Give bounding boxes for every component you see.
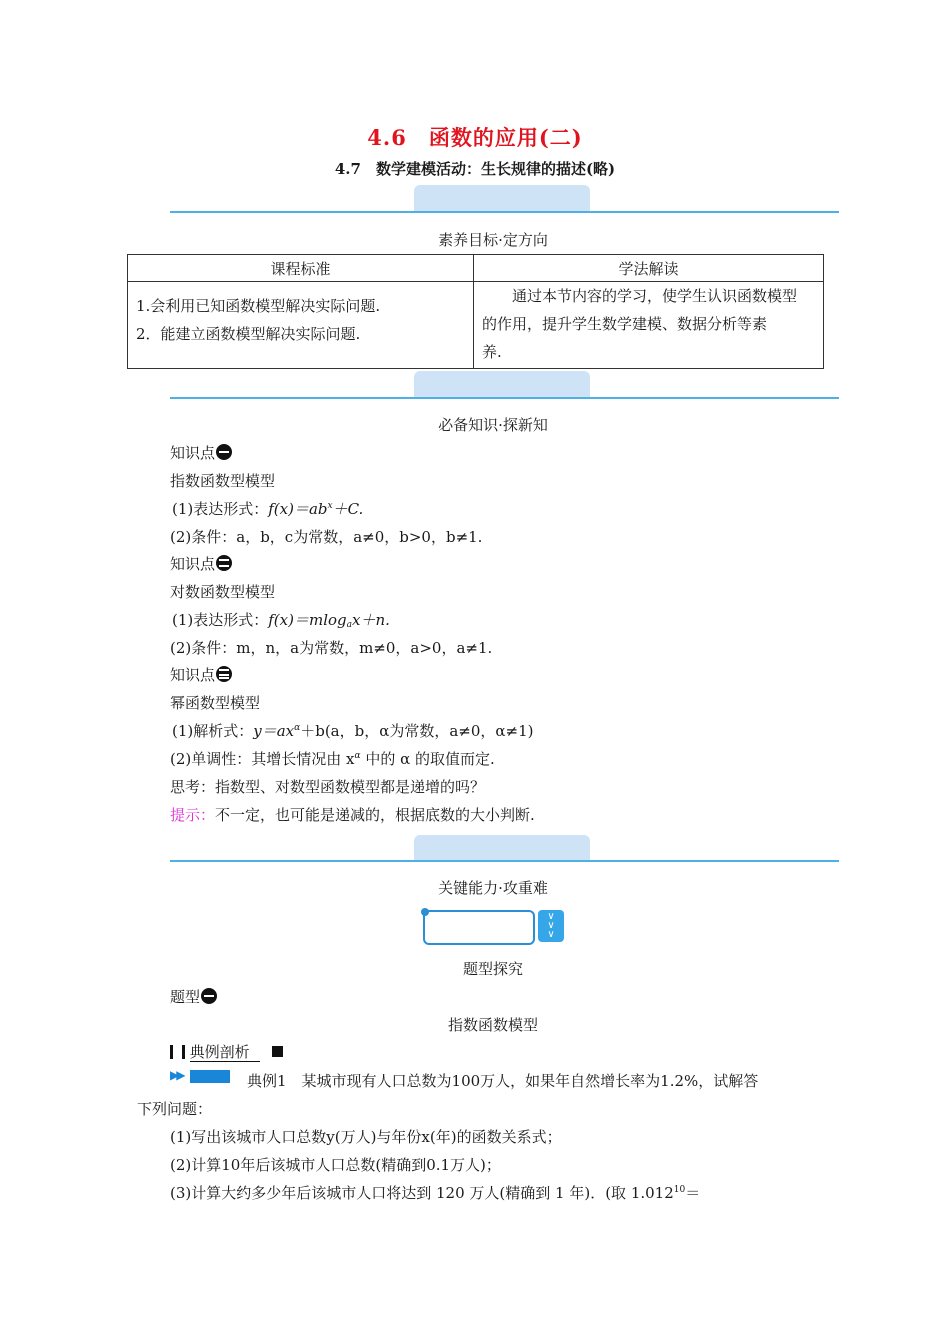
hint-text: 不一定，也可能是递减的，根据底数的大小判断. xyxy=(215,806,535,824)
knowledge-point-2 xyxy=(170,553,232,574)
section-heading-knowledge: 必备知识·探新知 xyxy=(438,416,548,434)
method-cell xyxy=(474,282,824,369)
section-rule xyxy=(170,397,839,399)
kp1-condition: (2)条件：a，b，c为常数，a≠0，b>0，b≠1. xyxy=(170,528,483,546)
section-heading-goals: 素养目标·定方向 xyxy=(438,231,548,249)
kp2-expression: (1)表达形式：f(x)＝mlog$_a$x＋n. xyxy=(172,611,390,630)
analysis-label: 典例剖析 xyxy=(190,1043,260,1062)
section-heading-ability: 关键能力·攻重难 xyxy=(438,879,548,897)
analysis-heading xyxy=(170,1041,283,1062)
method-line: 的作用，提升学生数学建模、数据分析等素 xyxy=(482,315,768,333)
example-intro: 典例1 某城市现有人口总数为100万人，如果年自然增长率为1.2%，试解答 xyxy=(247,1072,759,1090)
section-tab xyxy=(414,185,590,212)
section-rule xyxy=(170,860,839,862)
number-two-icon xyxy=(216,555,232,571)
question-2: (2)计算10年后该城市人口总数(精确到0.1万人)； xyxy=(170,1156,501,1174)
think-question: 思考：指数型、对数型函数模型都是递增的吗？ xyxy=(170,778,486,796)
standard-item: 2．能建立函数模型解决实际问题. xyxy=(136,325,361,343)
kp-label: 知识点 xyxy=(170,666,216,684)
type-title: 指数函数模型 xyxy=(447,1016,538,1034)
knowledge-point-3 xyxy=(170,664,232,685)
kp3-title: 幂函数型模型 xyxy=(170,694,261,712)
kp3-monotonicity: (2)单调性：其增长情况由 $x^\alpha$ 中的 α 的取值而定. xyxy=(170,750,495,768)
number-one-icon xyxy=(216,444,232,460)
explore-heading: 题型探究 xyxy=(462,960,523,978)
question-1: (1)写出该城市人口总数y(万人)与年份x(年)的函数关系式； xyxy=(170,1128,562,1146)
section-tab xyxy=(414,835,590,862)
hint-label: 提示： xyxy=(170,806,216,824)
method-line: 养. xyxy=(482,343,502,361)
number-three-icon xyxy=(216,666,232,682)
section-rule xyxy=(170,211,839,213)
kp3-expression: (1)解析式：$y=ax^\alpha+b(a$，b，α为常数，a≠0，α≠1) xyxy=(172,722,534,740)
type-box xyxy=(423,910,535,945)
example-tag xyxy=(190,1070,230,1083)
goals-table xyxy=(127,254,824,369)
standard-item: 1.会利用已知函数模型解决实际问题. xyxy=(136,297,381,315)
example-continued: 下列问题： xyxy=(137,1100,213,1118)
table-header-standards: 课程标准 xyxy=(128,255,474,282)
kp-label: 知识点 xyxy=(170,444,216,462)
question-3: (3)计算大约多少年后该城市人口将达到 120 万人(精确到 1 年)．(取 $1.012^{10}=$ xyxy=(170,1184,701,1202)
method-line: 通过本节内容的学习，使学生认识函数模型 xyxy=(512,287,798,305)
chevron-down-icon: ∨ ∨ ∨ xyxy=(538,910,564,942)
kp2-title: 对数函数型模型 xyxy=(170,583,276,601)
standards-cell xyxy=(128,282,474,369)
page-subtitle: 4.7 数学建模活动：生长规律的描述(略) xyxy=(334,160,616,178)
forward-arrows-icon: ▶▶ xyxy=(170,1068,183,1082)
type-box-dot xyxy=(421,908,429,916)
knowledge-point-1 xyxy=(170,442,232,463)
type-label: 题型 xyxy=(170,988,201,1006)
page-title: 4.6 函数的应用(二) xyxy=(367,125,583,150)
table-header-method: 学法解读 xyxy=(474,255,824,282)
kp2-condition: (2)条件：m，n，a为常数，m≠0，a>0，a≠1. xyxy=(170,639,493,657)
section-tab xyxy=(414,371,590,398)
kp1-expression: (1)表达形式：$f(x)=ab^x+C$. xyxy=(172,500,364,518)
hint xyxy=(170,804,535,825)
kp1-title: 指数函数型模型 xyxy=(170,472,276,490)
question-type-1 xyxy=(170,986,217,1007)
number-one-icon xyxy=(201,988,217,1004)
kp-label: 知识点 xyxy=(170,555,216,573)
